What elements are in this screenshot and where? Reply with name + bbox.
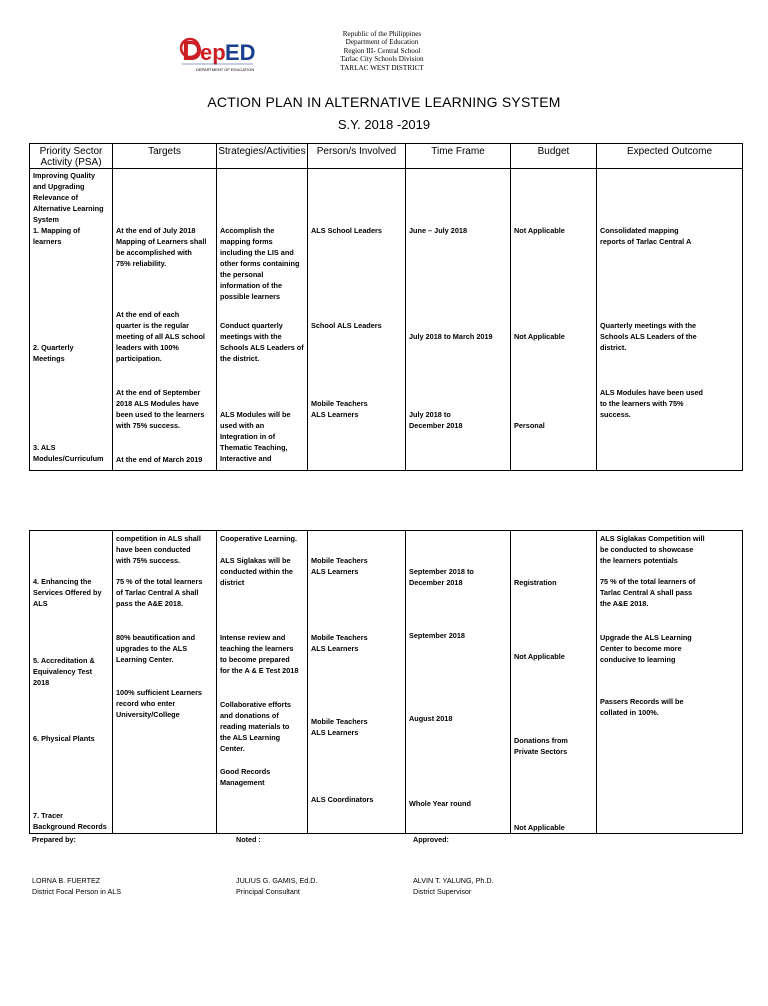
time-text: August 2018: [409, 714, 453, 723]
noted-by-title: Principal Consultant: [236, 887, 300, 896]
strategy-text: including the LIS and: [220, 248, 294, 257]
psa-item-1: 1. Mapping of: [33, 226, 81, 235]
psa-item-7: Background Records: [33, 822, 107, 831]
person-text: Mobile Teachers: [311, 633, 368, 642]
target-text: upgrades to the ALS: [116, 644, 188, 653]
prepared-by-title: District Focal Person in ALS: [32, 887, 122, 896]
table-row: [30, 531, 743, 834]
outcome-text: Upgrade the ALS Learning: [600, 633, 692, 642]
strategy-text: other forms containing: [220, 259, 300, 268]
target-text: quarter is the regular: [116, 321, 189, 330]
target-text: record who enter: [116, 699, 176, 708]
strategy-text: Integration in of: [220, 432, 276, 441]
noted-label: Noted :: [236, 835, 261, 844]
page-title: ACTION PLAN IN ALTERNATIVE LEARNING SYSTEM: [207, 94, 561, 110]
school-year: S.Y. 2018 -2019: [337, 117, 431, 132]
outcome-text: Consolidated mapping: [600, 226, 679, 235]
psa-item-4: ALS: [33, 599, 48, 608]
outcome-text: Center to become more: [600, 644, 682, 653]
outcome-text: the learners potentials: [600, 556, 678, 565]
outcome-text: success.: [600, 410, 631, 419]
svg-text:ep: ep: [200, 40, 226, 65]
header-line: TARLAC WEST DISTRICT: [340, 63, 424, 72]
time-text: September 2018 to: [409, 567, 474, 576]
budget-text: Not Applicable: [514, 652, 565, 661]
budget-text: Personal: [514, 421, 545, 430]
target-text: At the end of March 2019: [116, 455, 203, 464]
column-header-budget: Budget: [511, 144, 597, 169]
outcome-text: district.: [600, 343, 627, 352]
target-text: 75 % of the total learners: [116, 577, 203, 586]
header-line: Department of Education: [345, 38, 419, 47]
strategy-text: the district.: [220, 354, 260, 363]
time-text: July 2018 to March 2019: [409, 332, 493, 341]
strategy-text: information of the: [220, 281, 283, 290]
approved-by-title: District Supervisor: [413, 887, 472, 896]
person-text: Mobile Teachers: [311, 399, 368, 408]
strategy-text: mapping forms: [220, 237, 273, 246]
strategy-text: district: [220, 578, 245, 587]
strategy-text: ALS Siglakas will be: [220, 556, 291, 565]
noted-by-name: JULIUS G. GAMIS, Ed.D.: [236, 876, 318, 885]
target-text: have been conducted: [116, 545, 191, 554]
outcome-text: ALS Siglakas Competition will: [600, 534, 705, 543]
outcome-text: collated in 100%.: [600, 708, 659, 717]
outcome-text: the A&E 2018.: [600, 599, 649, 608]
prepared-by-name: LORNA B. FUERTEZ: [32, 876, 101, 885]
outcome-text: 75 % of the total learners of: [600, 577, 696, 586]
target-text: 100% sufficient Learners: [116, 688, 202, 697]
outcome-text: reports of Tarlac Central A: [600, 237, 692, 246]
budget-text: Not Applicable: [514, 823, 565, 832]
person-text: ALS Learners: [311, 728, 359, 737]
psa-item-3: Modules/Curriculum: [33, 454, 104, 463]
target-text: leaders with 100%: [116, 343, 179, 352]
target-text: meeting of all ALS school: [116, 332, 205, 341]
column-header-strategies: Strategies/Activities: [217, 144, 308, 169]
target-text: with 75% success.: [116, 421, 181, 430]
strategy-text: the personal: [220, 270, 264, 279]
psa-item-1: learners: [33, 237, 62, 246]
strategy-text: Collaborative efforts: [220, 700, 291, 709]
target-text: At the end of September: [116, 388, 201, 397]
psa-intro-line: and Upgrading: [33, 182, 85, 191]
strategy-text: the ALS Learning: [220, 733, 281, 742]
strategy-text: Management: [220, 778, 265, 787]
target-text: pass the A&E 2018.: [116, 599, 184, 608]
column-header-targets: Targets: [113, 144, 217, 169]
psa-intro-line: Alternative Learning: [33, 204, 104, 213]
target-text: been used to the learners: [116, 410, 205, 419]
approved-label: Approved:: [413, 835, 449, 844]
strategy-text: possible learners: [220, 292, 281, 301]
outcome-text: to the learners with 75%: [600, 399, 684, 408]
strategy-text: reading materials to: [220, 722, 290, 731]
person-text: Mobile Teachers: [311, 556, 368, 565]
outcome-text: ALS Modules have been used: [600, 388, 703, 397]
person-text: ALS Coordinators: [311, 795, 374, 804]
budget-text: Not Applicable: [514, 332, 565, 341]
time-text: December 2018: [409, 578, 463, 587]
column-header-psa: Priority Sector Activity (PSA): [30, 144, 113, 169]
target-text: 80% beautification and: [116, 633, 196, 642]
target-text: with 75% success.: [116, 556, 181, 565]
person-text: Mobile Teachers: [311, 717, 368, 726]
strategy-text: Accomplish the: [220, 226, 275, 235]
person-text: ALS School Leaders: [311, 226, 382, 235]
target-text: competition in ALS shall: [116, 534, 201, 543]
svg-text:D: D: [182, 35, 203, 66]
strategy-text: Thematic Teaching,: [220, 443, 288, 452]
psa-item-4: Services Offered by: [33, 588, 102, 597]
strategy-text: meetings with the: [220, 332, 282, 341]
target-text: Learning Center.: [116, 655, 174, 664]
psa-item-7: 7. Tracer: [33, 811, 64, 820]
strategy-text: Cooperative Learning.: [220, 534, 298, 543]
strategy-text: to become prepared: [220, 655, 290, 664]
action-plan-table-page2: [29, 530, 743, 834]
strategy-text: and donations of: [220, 711, 279, 720]
outcome-text: be conducted to showcase: [600, 545, 694, 554]
strategy-text: ALS Modules will be: [220, 410, 291, 419]
target-text: 2018 ALS Modules have: [116, 399, 199, 408]
logo-subtext: DEPARTMENT OF EDUCATION: [196, 67, 255, 72]
strategy-text: Good Records: [220, 767, 271, 776]
psa-item-5: Equivalency Test: [33, 667, 93, 676]
time-text: Whole Year round: [409, 799, 471, 808]
agency-header: [312, 30, 452, 72]
target-text: of Tarlac Central A shall: [116, 588, 199, 597]
budget-text: Donations from: [514, 736, 568, 745]
approved-by-name: ALVIN T. YALUNG, Ph.D.: [413, 876, 494, 885]
target-text: 75% reliability.: [116, 259, 167, 268]
time-text: September 2018: [409, 631, 465, 640]
strategy-text: Interactive and: [220, 454, 272, 463]
time-text: July 2018 to: [409, 410, 451, 419]
outcome-text: Quarterly meetings with the: [600, 321, 697, 330]
psa-intro-line: Relevance of: [33, 193, 79, 202]
psa-item-5: 5. Accreditation &: [33, 656, 95, 665]
person-text: School ALS Leaders: [311, 321, 382, 330]
psa-item-5: 2018: [33, 678, 50, 687]
strategy-text: conducted within the: [220, 567, 293, 576]
psa-intro-line: Improving Quality: [33, 171, 96, 180]
table-row: [30, 169, 743, 471]
target-text: At the end of July 2018: [116, 226, 196, 235]
strategy-text: Intense review and: [220, 633, 286, 642]
budget-text: Registration: [514, 578, 557, 587]
outcome-text: conducive to learning: [600, 655, 676, 664]
psa-item-3: 3. ALS: [33, 443, 56, 452]
time-text: December 2018: [409, 421, 463, 430]
target-text: be accomplished with: [116, 248, 192, 257]
target-text: participation.: [116, 354, 162, 363]
budget-text: Not Applicable: [514, 226, 565, 235]
strategy-text: for the A & E Test 2018: [220, 666, 299, 675]
person-text: ALS Learners: [311, 567, 359, 576]
header-line: Region III- Central School: [343, 46, 421, 55]
outcome-text: Schools ALS Leaders of the: [600, 332, 697, 341]
psa-item-6: 6. Physical Plants: [33, 734, 95, 743]
header-line: Tarlac City Schools Division: [340, 55, 424, 64]
action-plan-table-page1: [29, 143, 743, 471]
person-text: ALS Learners: [311, 410, 359, 419]
psa-item-4: 4. Enhancing the: [33, 577, 92, 586]
target-text: University/College: [116, 710, 180, 719]
header-line: Republic of the Philippines: [342, 30, 422, 38]
psa-item-2: 2. Quarterly: [33, 343, 74, 352]
psa-item-2: Meetings: [33, 354, 65, 363]
strategy-text: Conduct quarterly: [220, 321, 283, 330]
prepared-by-label: Prepared by:: [32, 835, 76, 844]
strategy-text: teaching the learners: [220, 644, 294, 653]
target-text: At the end of each: [116, 310, 180, 319]
strategy-text: Center.: [220, 744, 245, 753]
column-header-persons: Person/s Involved: [308, 144, 406, 169]
strategy-text: used with an: [220, 421, 265, 430]
outcome-text: Tarlac Central A shall pass: [600, 588, 693, 597]
column-header-expected-outcome: Expected Outcome: [597, 144, 743, 169]
deped-logo: [180, 30, 255, 76]
strategy-text: Schools ALS Leaders of: [220, 343, 304, 352]
time-text: June – July 2018: [409, 226, 468, 235]
outcome-text: Passers Records will be: [600, 697, 684, 706]
target-text: Mapping of Learners shall: [116, 237, 207, 246]
svg-text:ED: ED: [225, 40, 255, 65]
column-header-time-frame: Time Frame: [406, 144, 511, 169]
person-text: ALS Learners: [311, 644, 359, 653]
psa-intro-line: System: [33, 215, 59, 224]
budget-text: Private Sectors: [514, 747, 568, 756]
